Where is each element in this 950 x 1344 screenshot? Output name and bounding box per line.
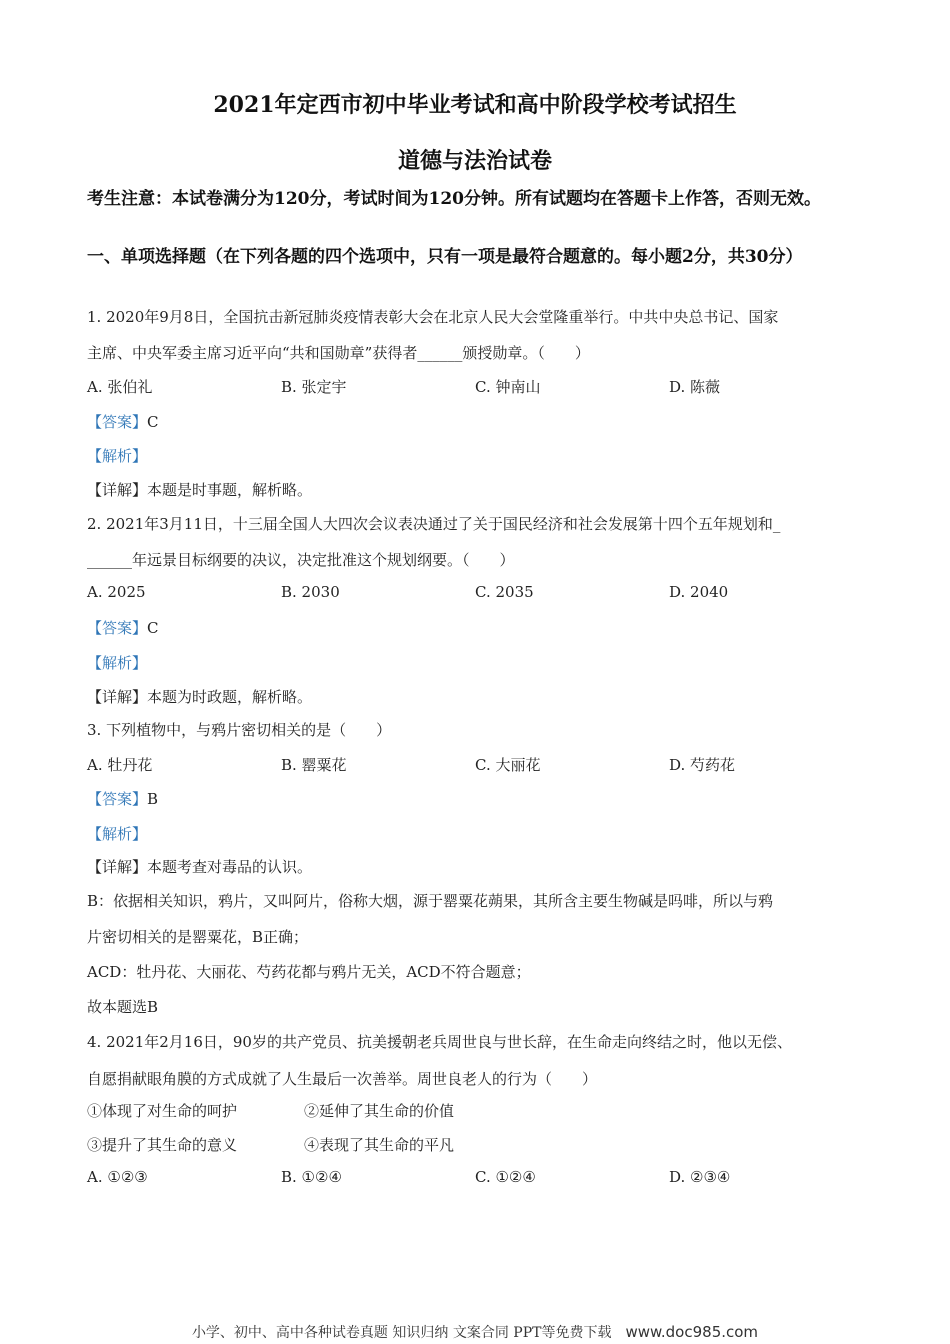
- q1-detail: 【详解】本题是时事题，解析略。: [87, 481, 313, 499]
- q2-option-b: B. 2030: [281, 583, 340, 601]
- answer-tag: 【答案】: [87, 790, 148, 808]
- q3-option-b: B. 罂粟花: [281, 756, 347, 774]
- answer-tag: 【答案】: [87, 619, 148, 637]
- q1-answer: [87, 411, 159, 432]
- q4-item-4: ④表现了其生命的平凡: [304, 1136, 455, 1154]
- q3-option-a: A. 牡丹花: [87, 756, 153, 774]
- answer-value: C: [147, 619, 159, 637]
- answer-value: C: [147, 413, 159, 431]
- q3-stem: 3. 下列植物中，与鸦片密切相关的是（ ）: [87, 721, 392, 739]
- footer-text: 小学、初中、高中各种试卷真题 知识归纳 文案合同 PPT等免费下载: [191, 1325, 612, 1341]
- q1-stem-line1: 1. 2020年9月8日，全国抗击新冠肺炎疫情表彰大会在北京人民大会堂隆重举行。中共中央总书记、国家: [87, 308, 779, 326]
- q2-option-d: D. 2040: [669, 583, 729, 601]
- section-heading: 一、单项选择题（在下列各题的四个选项中，只有一项是最符合题意的。每小题2分，共30分）: [87, 247, 803, 267]
- q1-option-d: D. 陈薇: [669, 378, 721, 396]
- q4-stem-line2: 自愿捐献眼角膜的方式成就了人生最后一次善举。周世良老人的行为（ ）: [87, 1070, 598, 1088]
- q4-item-1: ①体现了对生命的呵护: [87, 1102, 238, 1120]
- q4-option-b: B. ①②④: [281, 1168, 342, 1186]
- footer-url[interactable]: www.doc985.com: [625, 1323, 759, 1341]
- q3-explanation-line1: B：依据相关知识，鸦片，又叫阿片，俗称大烟，源于罂粟花蒴果，其所含主要生物碱是吗啡，所以与鸦: [87, 892, 774, 910]
- q1-analysis-tag: 【解析】: [87, 447, 148, 465]
- q1-option-a: A. 张伯礼: [87, 378, 153, 396]
- q3-option-d: D. 芍药花: [669, 756, 736, 774]
- answer-tag: 【答案】: [87, 413, 148, 431]
- answer-value: B: [147, 790, 159, 808]
- q2-stem-line2: ______年远景目标纲要的决议，决定批准这个规划纲要。（ ）: [87, 551, 515, 569]
- q2-option-c: C. 2035: [475, 583, 534, 601]
- q3-explanation-line2: 片密切相关的是罂粟花，B正确；: [87, 928, 309, 946]
- q4-stem-line1: 4. 2021年2月16日，90岁的共产党员、抗美援朝老兵周世良与世长辞，在生命走向终结之时，他以无偿、: [87, 1033, 792, 1051]
- q1-stem-line2: 主席、中央军委主席习近平向“共和国勋章”获得者______颁授勋章。（ ）: [87, 344, 590, 362]
- q3-option-c: C. 大丽花: [475, 756, 541, 774]
- q2-stem-line1: 2. 2021年3月11日，十三届全国人大四次会议表决通过了关于国民经济和社会发展第十四个五年规划和_: [87, 515, 781, 533]
- exam-title: 2021年定西市初中毕业考试和高中阶段学校考试招生: [213, 92, 737, 118]
- q3-answer: [87, 788, 158, 809]
- q2-analysis-tag: 【解析】: [87, 654, 148, 672]
- exam-subtitle: 道德与法治试卷: [397, 148, 552, 174]
- q2-option-a: A. 2025: [87, 583, 146, 601]
- q3-explanation-line4: 故本题选B: [87, 998, 159, 1016]
- q4-option-c: C. ①②④: [475, 1168, 536, 1186]
- q4-option-d: D. ②③④: [669, 1168, 731, 1186]
- q1-option-c: C. 钟南山: [475, 378, 541, 396]
- q2-answer: [87, 617, 159, 638]
- page-footer: [0, 1322, 950, 1342]
- q3-detail: 【详解】本题考查对毒品的认识。: [87, 858, 313, 876]
- q3-explanation-line3: ACD：牡丹花、大丽花、芍药花都与鸦片无关，ACD不符合题意；: [87, 963, 531, 981]
- q4-item-3: ③提升了其生命的意义: [87, 1136, 238, 1154]
- q4-item-2: ②延伸了其生命的价值: [304, 1102, 455, 1120]
- q4-option-a: A. ①②③: [87, 1168, 148, 1186]
- q3-analysis-tag: 【解析】: [87, 825, 148, 843]
- q2-detail: 【详解】本题为时政题，解析略。: [87, 688, 313, 706]
- q1-option-b: B. 张定宇: [281, 378, 347, 396]
- exam-notice: 考生注意：本试卷满分为120分，考试时间为120分钟。所有试题均在答题卡上作答，否则无效。: [87, 189, 821, 209]
